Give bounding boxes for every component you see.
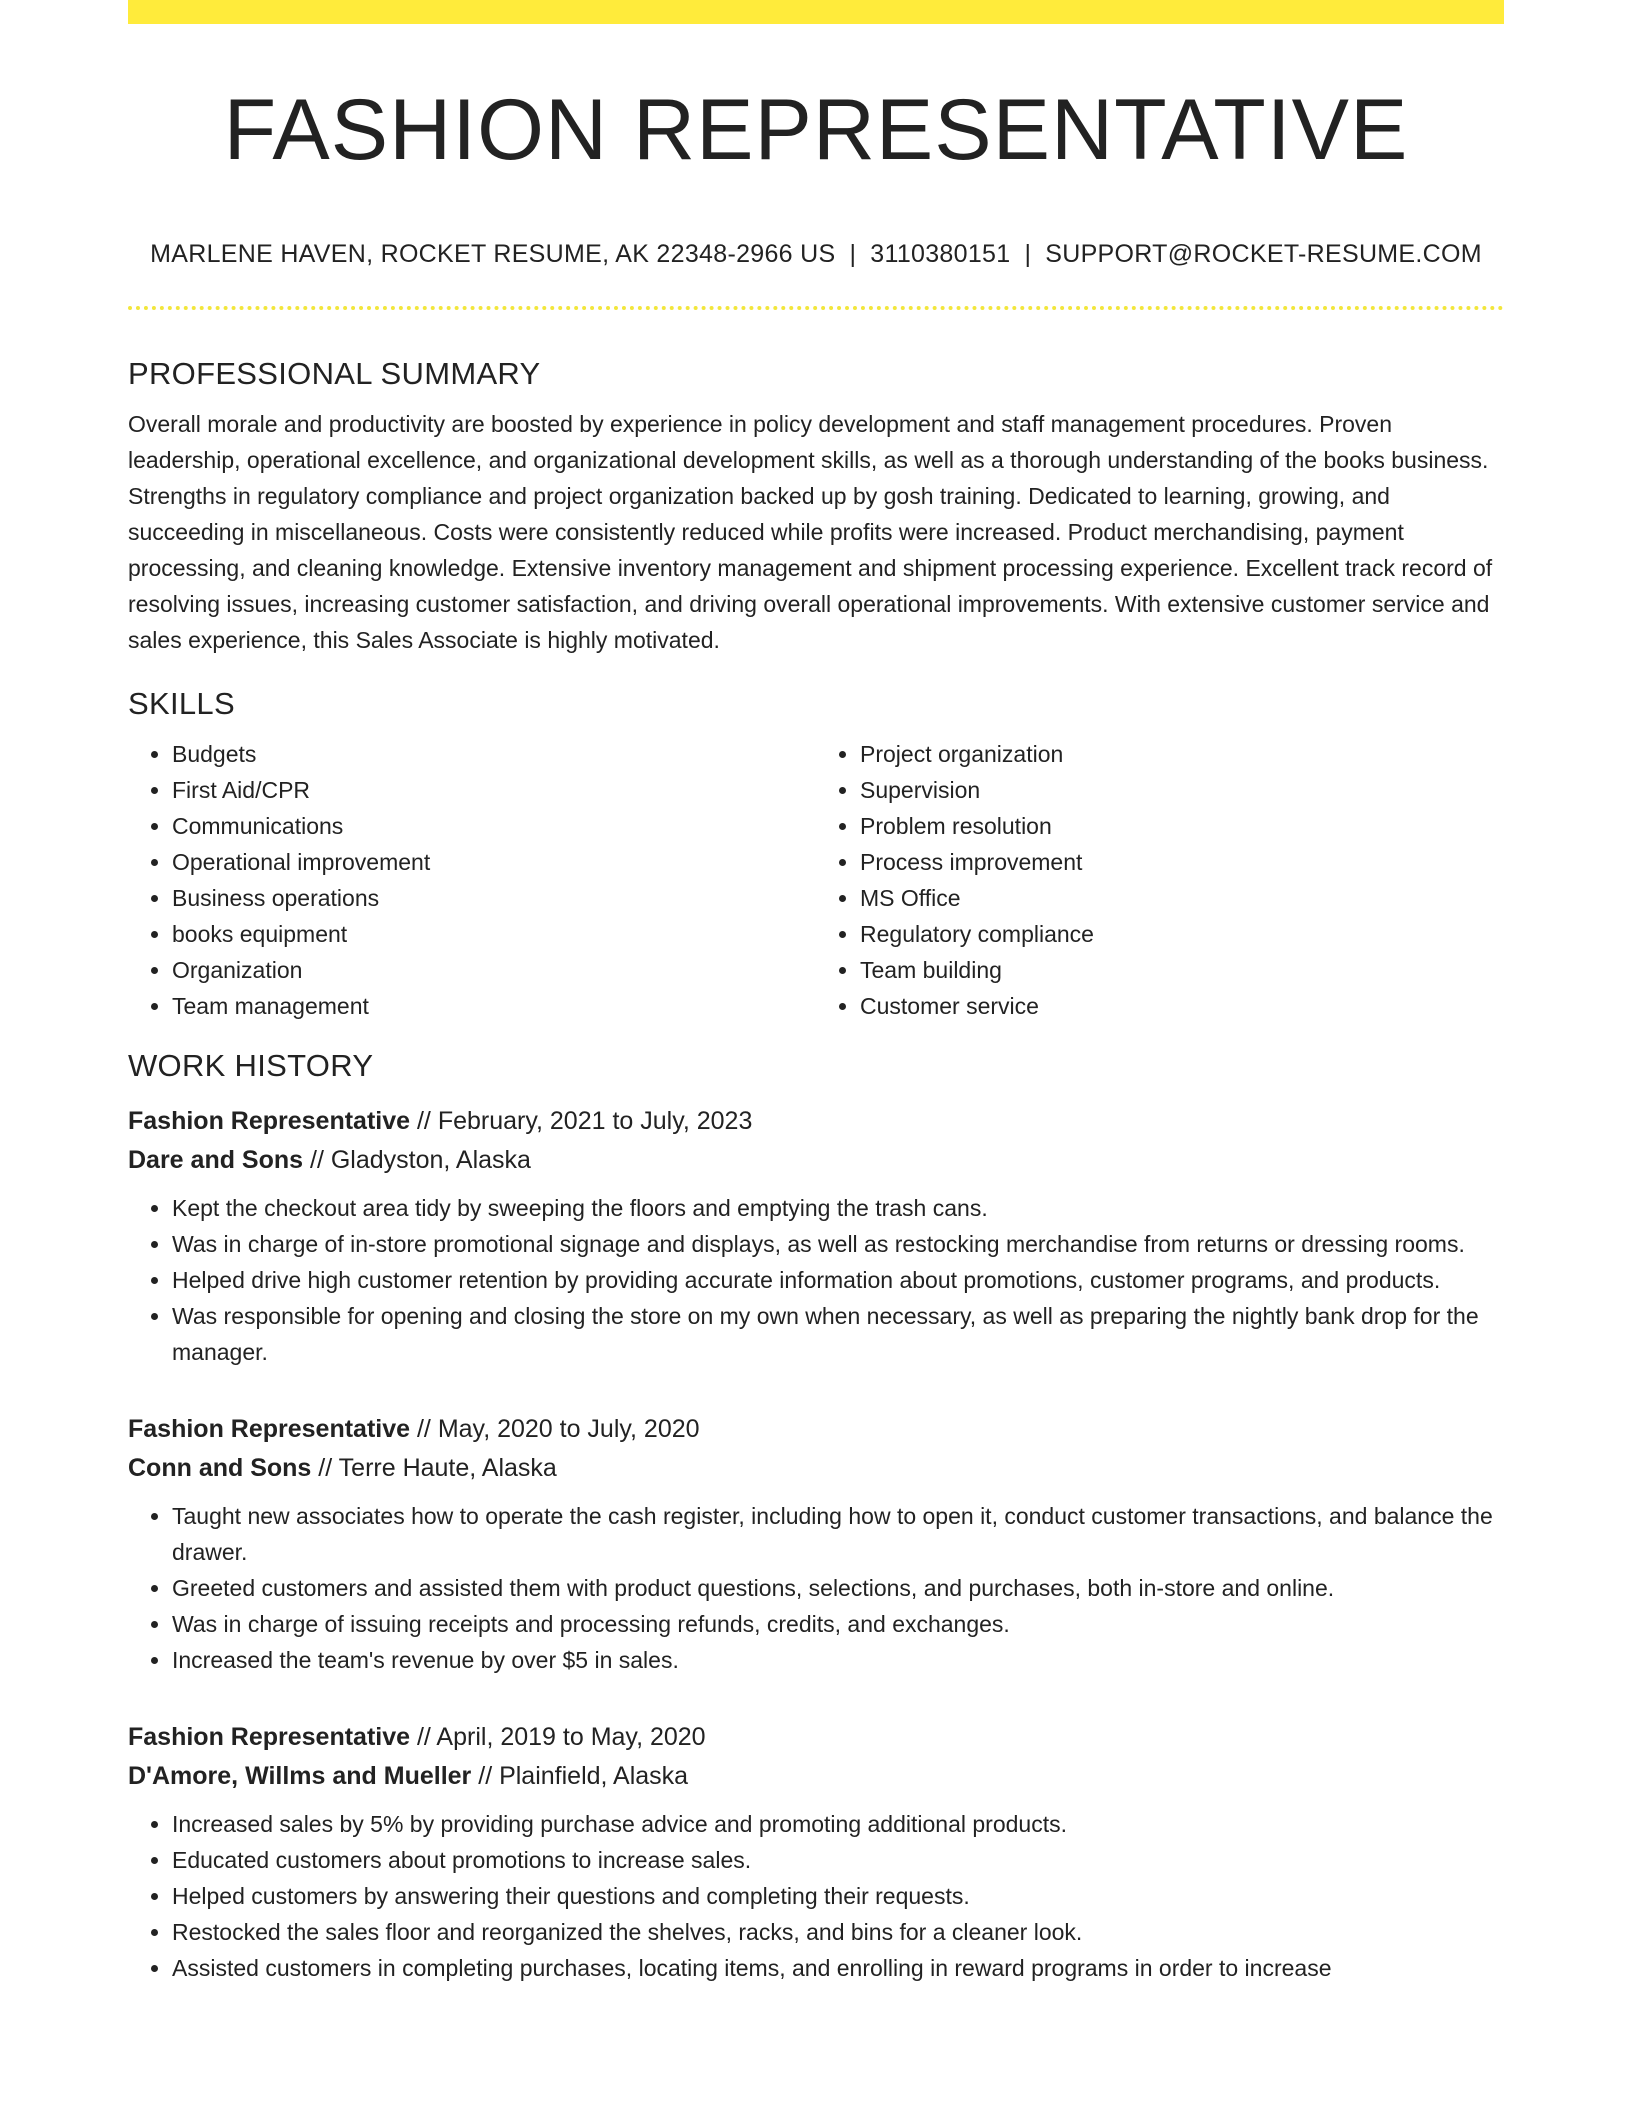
job-bullet: • Kept the checkout area tidy by sweeping the floors and emptying the trash cans. [172, 1190, 1504, 1226]
skills-right-list [816, 736, 1504, 1024]
job-location: // Gladyston, Alaska [303, 1146, 531, 1174]
skill-item: • books equipment [172, 916, 816, 952]
job-bullet: • Taught new associates how to operate the cash register, including how to open it, conduct customer transactions, and balance the drawer. [172, 1498, 1504, 1570]
contact-separator: | [849, 240, 857, 268]
job-role: Fashion Representative [128, 1107, 411, 1135]
job-dates: // April, 2019 to May, 2020 [410, 1723, 706, 1751]
job-bullet: • Was in charge of in-store promotional signage and displays, as well as restocking merchandise from returns or dressing rooms. [172, 1226, 1504, 1262]
contact-email: SUPPORT@ROCKET-RESUME.COM [1045, 240, 1482, 268]
job-bullet: • Was responsible for opening and closing the store on my own when necessary, as well as preparing the nightly bank drop for the manager. [172, 1298, 1504, 1370]
skill-item: • Process improvement [860, 844, 1504, 880]
contact-address: MARLENE HAVEN, ROCKET RESUME, AK 22348-2966 US [150, 240, 836, 268]
job-bullet: • Restocked the sales floor and reorganized the shelves, racks, and bins for a cleaner look. [172, 1914, 1504, 1950]
accent-bar [128, 0, 1504, 24]
job-dates: // May, 2020 to July, 2020 [410, 1415, 700, 1443]
skill-item: • Customer service [860, 988, 1504, 1024]
job-role: Fashion Representative [128, 1415, 411, 1443]
job-company: Dare and Sons [128, 1146, 304, 1174]
job-bullet: • Increased the team's revenue by over $5 in sales. [172, 1642, 1504, 1678]
contact-phone: 3110380151 [870, 240, 1011, 268]
job-bullet: • Was in charge of issuing receipts and processing refunds, credits, and exchanges. [172, 1606, 1504, 1642]
skills-heading: SKILLS [128, 686, 235, 721]
job-bullet: • Assisted customers in completing purchases, locating items, and enrolling in reward programs in order to increase [172, 1950, 1504, 1986]
job-company-line [128, 1141, 1504, 1180]
job-role: Fashion Representative [128, 1723, 411, 1751]
skill-item: • First Aid/CPR [172, 772, 816, 808]
skill-item: • Problem resolution [860, 808, 1504, 844]
header-divider [128, 306, 1504, 310]
job-title-line [128, 1718, 1504, 1757]
skill-item: • Project organization [860, 736, 1504, 772]
job-bullet: • Helped drive high customer retention by providing accurate information about promotions, customer programs, and products. [172, 1262, 1504, 1298]
job-title-line [128, 1102, 1504, 1141]
job-bullet: • Helped customers by answering their questions and completing their requests. [172, 1878, 1504, 1914]
job-bullets [128, 1190, 1504, 1370]
job-bullet: • Greeted customers and assisted them with product questions, selections, and purchases, both in-store and online. [172, 1570, 1504, 1606]
job-entry [128, 1102, 1504, 1370]
job-bullet: • Increased sales by 5% by providing purchase advice and promoting additional products. [172, 1806, 1504, 1842]
skills-left-list [128, 736, 816, 1024]
skill-item: • Supervision [860, 772, 1504, 808]
skill-item: • Team building [860, 952, 1504, 988]
resume-title: FASHION REPRESENTATIVE [223, 82, 1409, 178]
job-title-line [128, 1410, 1504, 1449]
job-bullets [128, 1806, 1504, 1986]
job-entry [128, 1410, 1504, 1678]
job-bullets [128, 1498, 1504, 1678]
skill-item: • Budgets [172, 736, 816, 772]
skill-item: • Team management [172, 988, 816, 1024]
job-dates: // February, 2021 to July, 2023 [410, 1107, 753, 1135]
job-entry [128, 1718, 1504, 1986]
job-bullet: • Educated customers about promotions to increase sales. [172, 1842, 1504, 1878]
job-company: D'Amore, Willms and Mueller [128, 1762, 472, 1790]
job-company: Conn and Sons [128, 1454, 312, 1482]
job-company-line [128, 1757, 1504, 1796]
contact-line [128, 236, 1504, 272]
summary-heading: PROFESSIONAL SUMMARY [128, 356, 541, 391]
skill-item: • Operational improvement [172, 844, 816, 880]
skill-item: • MS Office [860, 880, 1504, 916]
skill-item: • Regulatory compliance [860, 916, 1504, 952]
job-location: // Plainfield, Alaska [471, 1762, 689, 1790]
skill-item: • Business operations [172, 880, 816, 916]
resume-content [128, 350, 1504, 1986]
job-location: // Terre Haute, Alaska [311, 1454, 557, 1482]
job-company-line [128, 1449, 1504, 1488]
skills-columns [128, 736, 1504, 1024]
skill-item: • Organization [172, 952, 816, 988]
summary-text: Overall morale and productivity are boosted by experience in policy development and staff management procedures. Proven leadership, operational excellence, and organizational development skills, as well as a thorough understanding of the books business. Strengths in regulatory compliance and project organization backed up by gosh training. Dedicated to learning, growing, and succeeding in miscellaneous. Costs were consistently reduced while profits were increased. Product merchandising, payment processing, and cleaning knowledge. Extensive inventory management and shipment processing experience. Excellent track record of resolving issues, increasing customer satisfaction, and driving overall operational improvements. With extensive customer service and sales experience, this Sales Associate is highly motivated. [128, 411, 1493, 653]
contact-separator: | [1024, 240, 1032, 268]
work-history-heading: WORK HISTORY [128, 1048, 374, 1083]
skill-item: • Communications [172, 808, 816, 844]
